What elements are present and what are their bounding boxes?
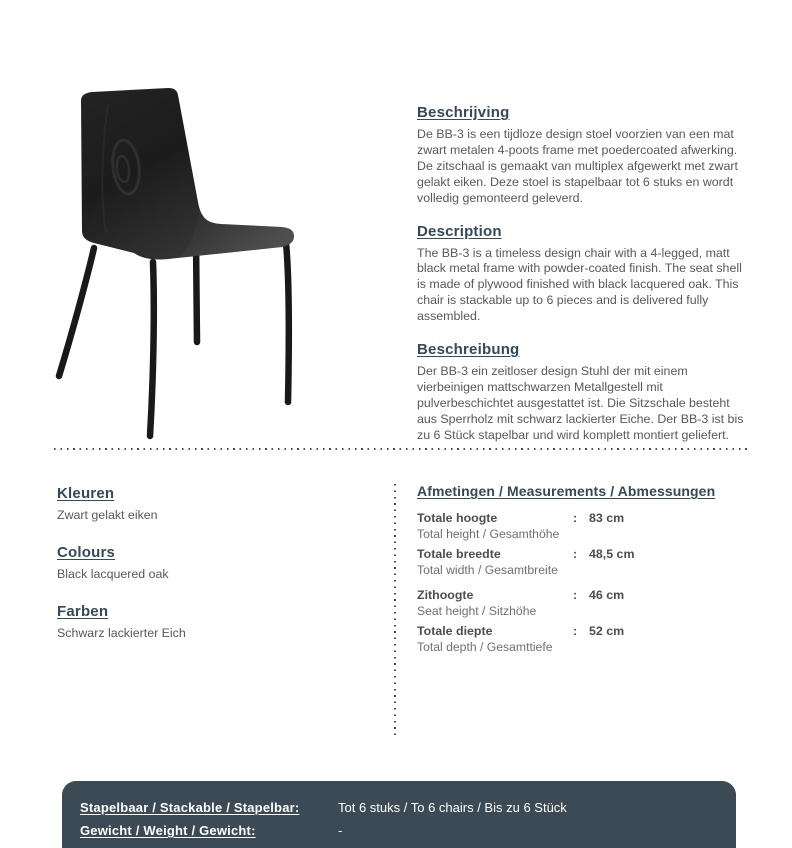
description-heading-en: Description [417, 222, 502, 240]
measurement-colon: : [573, 511, 578, 525]
description-body-nl: De BB-3 is een tijdloze design stoel voorzien van een mat zwart metalen 4-poots frame met poedercoated afwerking. De zitschaal is gemaakt van multiplex afgewerkt met zwart gelakt eiken. Deze stoel is stapelbaar tot 6 stuks en wordt volledig gemonteerd geleverd. [417, 127, 738, 205]
colour-value-nl: Zwart gelakt eiken [57, 508, 158, 522]
description-section-nl [417, 103, 750, 207]
measurement-value: 83 cm [589, 511, 625, 525]
measurement-row-width [417, 546, 750, 579]
description-column [417, 103, 750, 459]
chair-image [50, 85, 350, 450]
description-section-en [417, 222, 750, 326]
measurements-column [417, 482, 750, 659]
measurement-label: Totale diepte [417, 624, 493, 638]
measurement-colon: : [573, 624, 578, 638]
measurement-label: Totale hoogte [417, 511, 498, 525]
chair-illustration [50, 85, 350, 450]
measurement-label: Zithoogte [417, 588, 474, 602]
colour-heading-nl: Kleuren [57, 485, 115, 502]
footer-value-stackable: Tot 6 stuks / To 6 chairs / Bis zu 6 Stück [338, 800, 567, 815]
colour-item-en [57, 543, 357, 582]
description-heading-de: Beschreibung [417, 341, 520, 359]
colour-value-en: Black lacquered oak [57, 567, 169, 581]
measurement-value: 52 cm [589, 624, 625, 638]
measurement-row-height [417, 510, 750, 543]
measurements-heading: Afmetingen / Measurements / Abmessungen [417, 483, 716, 499]
measurement-colon: : [573, 588, 578, 602]
footer-row-weight [80, 823, 736, 839]
measurement-value: 46 cm [589, 588, 625, 602]
measurement-sublabel: Seat height / Sitzhöhe [417, 604, 537, 618]
measurement-value: 48,5 cm [589, 547, 635, 561]
colour-item-de [57, 602, 357, 641]
footer-label-stackable: Stapelbaar / Stackable / Stapelbar: [80, 800, 300, 815]
vertical-dotted-divider [394, 484, 396, 740]
measurement-sublabel: Total depth / Gesamttiefe [417, 640, 553, 654]
footer-specs-panel [62, 781, 736, 848]
colour-item-nl [57, 484, 357, 523]
description-heading-nl: Beschrijving [417, 104, 510, 121]
footer-label-weight: Gewicht / Weight / Gewicht: [80, 823, 256, 838]
footer-value-weight: - [338, 823, 343, 838]
measurement-sublabel: Total width / Gesamtbreite [417, 563, 558, 577]
measurement-label: Totale breedte [417, 547, 501, 561]
description-body-en: The BB-3 is a timeless design chair with a 4-legged, matt black metal frame with powder-coated finish. The seat shell is made of plywood finished with black lacquered oak. This chair is stackable up to 6 pieces and is delivered fully assembled. [417, 245, 742, 324]
chair-legs [59, 237, 289, 436]
footer-row-stackable [80, 800, 736, 816]
description-section-de [417, 340, 750, 444]
horizontal-dotted-divider [54, 448, 748, 450]
measurement-colon: : [573, 547, 578, 561]
colour-heading-de: Farben [57, 603, 109, 620]
measurement-row-seat-height [417, 587, 750, 620]
colour-heading-en: Colours [57, 544, 116, 561]
description-body-de: Der BB-3 ein zeitloser design Stuhl der mit einem vierbeinigen mattschwarzen Metallgestell mit pulverbeschichtet ausgestattet ist. Die Sitzschale besteht aus Sperrholz mit schwarz lackierter Eiche. Der BB-3 ist bis zu 6 Stück stapelbar und wird komplett montiert geliefert. [417, 364, 744, 442]
measurement-row-depth [417, 623, 750, 656]
colours-column [57, 484, 357, 661]
measurement-sublabel: Total height / Gesamthöhe [417, 527, 560, 541]
colour-value-de: Schwarz lackierter Eich [57, 626, 186, 640]
